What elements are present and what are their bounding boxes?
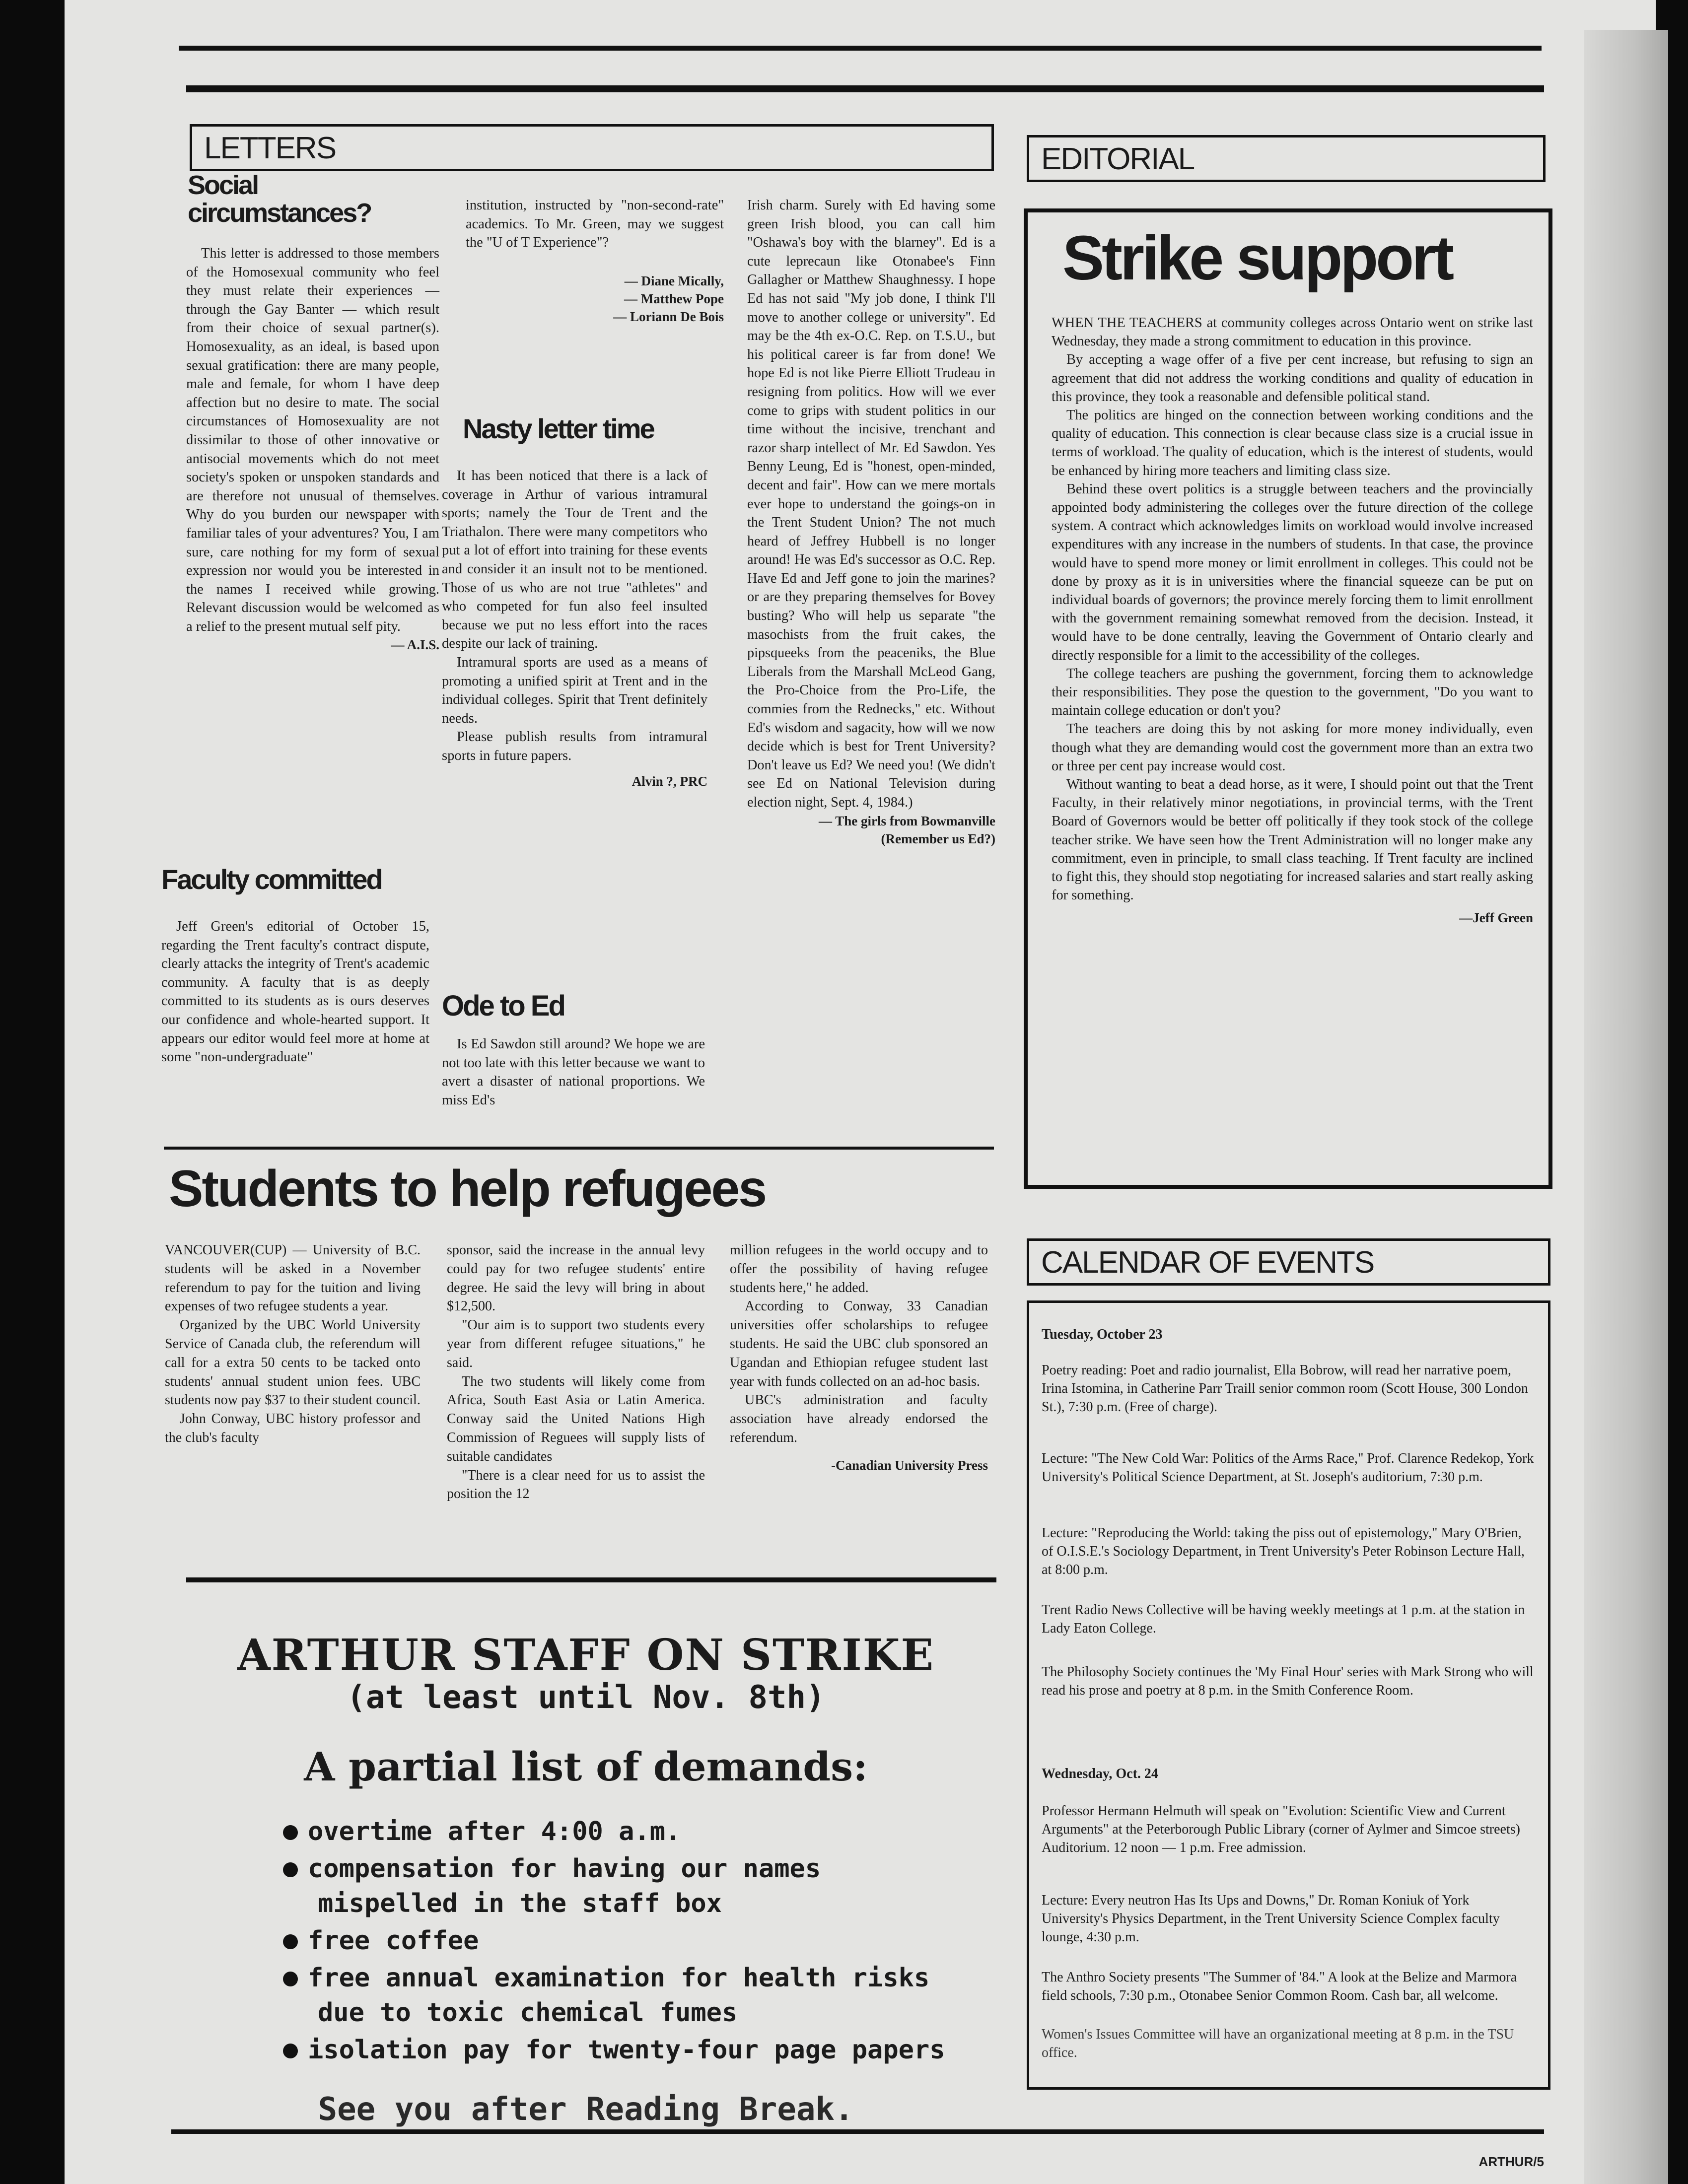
bullet-icon xyxy=(283,1825,298,1840)
faculty-continuation xyxy=(466,196,724,326)
demand-item: compensation for having our names xyxy=(308,1854,821,1884)
strike-ad-subhead: (at least until Nov. 8th) xyxy=(347,1679,825,1716)
calendar-event: The Philosophy Society continues the 'My Final Hour' series with Mark Strong who will read his prose and poetry at 8 p.m. in the Smith Conference Room. xyxy=(1042,1664,1534,1698)
page-folio: ARTHUR/5 xyxy=(1478,2154,1544,2169)
editorial-body xyxy=(1052,314,1533,927)
bullet-icon xyxy=(283,1862,298,1877)
demands-title: A partial list of demands: xyxy=(304,1743,868,1790)
editorial-paragraph-1: WHEN THE TEACHERS at community colleges across Ontario went on strike last Wednesday, they made a strong commitment to education in this province. xyxy=(1052,315,1533,349)
refugees-col2-paragraph-2: "Our aim is to support two students every year from different refugee situations," he said. xyxy=(447,1317,705,1370)
bottom-rule xyxy=(171,2129,1544,2134)
refugees-col3-paragraph-3: UBC's administration and faculty association have already endorsed the referendum. xyxy=(730,1392,988,1445)
nasty-paragraph-2: Intramural sports are used as a means of promoting a unified spirit at Trent and in the individual colleges. Spirit that Trent definitely needs. xyxy=(442,654,707,726)
refugees-column-3 xyxy=(730,1241,988,1474)
bullet-icon xyxy=(283,2044,298,2058)
refugees-credit: -Canadian University Press xyxy=(831,1457,988,1473)
editorial-paragraph-4: Behind these overt politics is a struggle between teachers and the provincially appointed body administering the colleges over the future direction of the college system. A contract which acknowledges limits on workload would involve increased expenditures with any increase in the numbers of students. In that case, the province would have to spend more money or limit enrollment in colleges. This could not be done by proxy as it is in universities where the financial squeeze can be put on individual boards of governors; the province merely forcing them to limit enrollment with the government remaining somewhat removed from the decision. Instead, it would have to be done centrally, leaving the Government of Ontario clearly and directly responsible for a limit to the accessibility of the colleges. xyxy=(1052,481,1533,663)
refugees-col1-paragraph-3: John Conway, UBC history professor and the club's faculty xyxy=(165,1411,421,1445)
editorial-section-header: EDITORIAL xyxy=(1027,135,1546,182)
demand-item-continuation: due to toxic chemical fumes xyxy=(318,1998,738,2028)
ode-paragraph: Is Ed Sawdon still around? We hope we are not too late with this letter because we want to avert a disaster of national proportions. We miss Ed's xyxy=(442,1036,705,1108)
masthead-rule xyxy=(186,85,1544,92)
demand-item: free coffee xyxy=(308,1926,479,1956)
refugees-col1-paragraph-2: Organized by the UBC World University Service of Canada club, the referendum will call for a extra 50 cents to be tacked onto students' annual student union fees. UBC students now pay $37 to their student council. xyxy=(165,1317,421,1408)
ode-to-ed-headline: Ode to Ed xyxy=(442,990,564,1022)
refugees-col2-paragraph-1: sponsor, said the increase in the annual levy could pay for two refugee students' entire degree. He said the levy will bring in about $12,500. xyxy=(447,1242,705,1314)
ode-signature-2: (Remember us Ed?) xyxy=(881,831,995,846)
editorial-paragraph-2: By accepting a wage offer of a five per cent increase, but refusing to sign an agreement that did not address the working conditions and quality of education in this province, they took a reasonable and defensible political stand. xyxy=(1052,352,1533,405)
faculty-signature-3: — Loriann De Bois xyxy=(613,309,724,324)
strike-ad-headline: ARTHUR STAFF ON STRIKE xyxy=(237,1630,935,1680)
calendar-event: Poetry reading: Poet and radio journalist, Ella Bobrow, will read her narrative poem, Irina Istomina, in Catherine Parr Traill senior common room (Scott House, 300 London St.), 7:30 p.m. (Free of charge). xyxy=(1042,1363,1528,1415)
nasty-signature: Alvin ?, PRC xyxy=(632,773,707,789)
refugees-column-2 xyxy=(447,1241,705,1503)
social-title-line1: Social xyxy=(188,170,258,200)
page-spine xyxy=(1584,30,1668,2184)
bullet-icon xyxy=(283,1972,298,1986)
nasty-paragraph-1: It has been noticed that there is a lack of coverage in Arthur of various intramural sports; namely the Tour de Trent and the Triathalon. There were many competitors who put a lot of effort into training for these events and consider it an insult not to be mentioned. Those of us who are not true "athletes" and who competed for fun also feel insulted because we put no less effort into the races despite our lack of training. xyxy=(442,468,707,652)
refugees-col2-paragraph-4: "There is a clear need for us to assist the position the 12 xyxy=(447,1467,705,1502)
editorial-paragraph-5: The college teachers are pushing the government, forcing them to acknowledge their responsibilities. They pose the question to the government, "Do you want to maintain college education or don't you? xyxy=(1052,666,1533,719)
letters-section-header: LETTERS xyxy=(190,124,994,171)
refugees-column-1 xyxy=(165,1241,421,1447)
calendar-day1-heading: Tuesday, October 23 xyxy=(1042,1327,1163,1342)
ode-to-ed-letter xyxy=(442,1035,705,1109)
faculty-signature-1: — Diane Mically, xyxy=(624,273,724,288)
calendar-event: Lecture: Every neutron Has Its Ups and Downs," Dr. Roman Koniuk of York University's Physics Department, in the Trent University Science Complex faculty lounge, 4:30 p.m. xyxy=(1042,1893,1500,1945)
demand-item: overtime after 4:00 a.m. xyxy=(308,1817,681,1846)
refugees-col1-paragraph-1: VANCOUVER(CUP) — University of B.C. students will be asked in a November referendum to pay for the tuition and living expenses of two refugee students a year. xyxy=(165,1242,421,1314)
refugees-col2-paragraph-3: The two students will likely come from Africa, South East Asia or Latin America. Conway said the United Nations High Commission of Reguees will supply lists of suitable candidates xyxy=(447,1373,705,1464)
social-signature: — A.I.S. xyxy=(391,637,439,653)
demand-item: isolation pay for twenty-four page papers xyxy=(308,2035,945,2065)
faculty-signature-2: — Matthew Pope xyxy=(624,291,724,306)
calendar-day2-heading: Wednesday, Oct. 24 xyxy=(1042,1766,1158,1781)
social-circumstances-headline xyxy=(188,171,446,227)
ode-continuation xyxy=(747,196,995,848)
editorial-paragraph-7: Without wanting to beat a dead horse, as it were, I should point out that the Trent Faculty, in their relatively minor negotiations, in provincial terms, with the Trent Board of Governors would be better off politically if they took stock of the college teacher strike. We have seen how the Trent Administration will no longer make any commitment, even in principle, to small class teaching. If Trent faculty are inclined to fight this, they should stop negotiating for increased salaries and start really asking for something. xyxy=(1052,777,1533,903)
nasty-paragraph-3: Please publish results from intramural sports in future papers. xyxy=(442,729,707,763)
calendar-event: Lecture: "Reproducing the World: taking the piss out of epistemology," Mary O'Brien, of O.I.S.E.'s Sociology Department, in Trent University's Peter Robinson Lecture Hall, at 8:00 p.m. xyxy=(1042,1525,1525,1577)
calendar-event: Lecture: "The New Cold War: Politics of the Arms Race," Prof. Clarence Redekop, York University's Political Science Department, at St. Joseph's auditorium, 7:30 p.m. xyxy=(1042,1451,1534,1485)
refugees-divider xyxy=(186,1577,996,1582)
strike-ad-closing: See you after Reading Break. xyxy=(318,2091,854,2128)
faculty-committed-letter xyxy=(161,917,429,1067)
calendar-event: The Anthro Society presents "The Summer of '84." A look at the Belize and Marmora field schools, 7:30 p.m., Otonabee Senior Common Room. Cash bar, all welcome. xyxy=(1042,1970,1517,2003)
demand-item-continuation: mispelled in the staff box xyxy=(318,1889,722,1918)
nasty-letter-headline: Nasty letter time xyxy=(463,413,654,444)
social-title-line2: circumstances? xyxy=(188,198,371,228)
ode-signature-1: — The girls from Bowmanville xyxy=(819,813,995,828)
calendar-event: Professor Hermann Helmuth will speak on "Evolution: Scientific View and Current Arguments" at the Peterborough Public Library (corner of Aylmer and Simcoe streets) Auditorium. 12 noon — 1 p.m. Free admission. xyxy=(1042,1803,1520,1855)
social-paragraph: This letter is addressed to those members of the Homosexual community who feel they must relate their experiences — through the Gay Banter — which result from their choice of sexual partner(s). Homosexuality, as an ideal, is based upon sexual gratification: there are many people, male and female, for whom I have deep affection but no desire to mate. The social circumstances of Homosexuality are not dissimilar to those of other innovative or antisocial movements which do not meet society's spoken or unspoken standards and are therefore not unusual of themselves. Why do you burden our newspaper with familiar tales of your adventures? You, I am sure, care nothing for my form of sexual expression nor would you be interested in the names I received while growing. Relevant discussion would be welcomed as a relief to the present mutual self pity. xyxy=(186,246,439,634)
nasty-letter xyxy=(442,467,707,790)
refugees-col3-paragraph-2: According to Conway, 33 Canadian universities offer scholarships to refugee students. He said the UBC club sponsored an Ugandan and Ethiopian refugee student last year with funds collected on an ad-hoc basis. xyxy=(730,1298,988,1389)
social-circumstances-letter xyxy=(186,244,439,654)
ode-continuation-text: Irish charm. Surely with Ed having some green Irish blood, you can call him "Oshawa's boy with the blarney". Ed is a cute leprecaun like Otonabee's Finn Gallagher or Matthew Shaughnessy. I hope Ed has not said "My job done, I think I'll move to another college or university". Ed may be the 4th ex-O.C. Rep. on T.S.U., but his political career is far from done! We hope Ed is not like Pierre Elliott Trudeau in resigning from politics. How will we ever come to grips with student politics in our time without the incisive, trenchant and razor sharp intellect of Mr. Ed Sawdon. Yes Benny Leung, Ed is "honest, open-minded, decent and fair". How can we mere mortals ever hope to understand the goings-on in the Trent Student Union? The not much heard of Jeffrey Hubbell is no longer around! He was Ed's successor as O.C. Rep. Have Ed and Jeff gone to join the marines? or are they preparing themselves for Bovey busting? Who will help us separate "the masochists from the fruit cakes, the pipsqueeks from the peaceniks, the Blue Liberals from the Marshall McLeod Gang, the Pro-Choice from the Pro-Life, the commies from the Rednecks," etc. Without Ed's wisdom and sagacity, how will we now decide which is best for Trent University? Don't leave us Ed? We need you! (We didn't see Ed on National Television during election night, Sept. 4, 1984.) xyxy=(747,198,995,810)
demand-item: free annual examination for health risks xyxy=(308,1963,930,1993)
editorial-signature: —Jeff Green xyxy=(1459,910,1533,925)
editorial-headline: Strike support xyxy=(1062,223,1452,293)
faculty-paragraph: Jeff Green's editorial of October 15, regarding the Trent faculty's contract dispute, clearly attacks the integrity of Trent's academic community. A faculty that is as deeply committed to its students as is ours deserves our confidence and whole-hearted support. It appears our editor would feel more at home at some "non-undergraduate" xyxy=(161,919,429,1065)
editorial-paragraph-6: The teachers are doing this by not asking for more money individually, even though what they are demanding would cost the government more than an extra two or three per cent pay increase would cost. xyxy=(1052,721,1533,774)
calendar-event: Trent Radio News Collective will be having weekly meetings at 1 p.m. at the station in Lady Eaton College. xyxy=(1042,1602,1525,1636)
calendar-section-header: CALENDAR OF EVENTS xyxy=(1027,1238,1550,1286)
bullet-icon xyxy=(283,1934,298,1949)
faculty-continuation-text: institution, instructed by "non-second-rate" academics. To Mr. Green, may we suggest the "U of T Experience"? xyxy=(466,198,724,251)
refugees-col3-paragraph-1: million refugees in the world occupy and to offer the possibility of having refugee students here," he added. xyxy=(730,1242,988,1296)
refugees-headline: Students to help refugees xyxy=(169,1160,766,1218)
calendar-event: Women's Issues Committee will have an organizational meeting at 8 p.m. in the TSU office. xyxy=(1042,2027,1514,2060)
faculty-committed-headline: Faculty committed xyxy=(161,864,382,895)
top-rule xyxy=(179,46,1542,51)
editorial-paragraph-3: The politics are hinged on the connection between working conditions and the quality of education. This connection is clear because class size is a crucial issue in terms of workload. The quality of education, which is the interest of students, would be enhanced by hiring more teachers and limiting class size. xyxy=(1052,408,1533,478)
letters-divider xyxy=(164,1147,994,1150)
